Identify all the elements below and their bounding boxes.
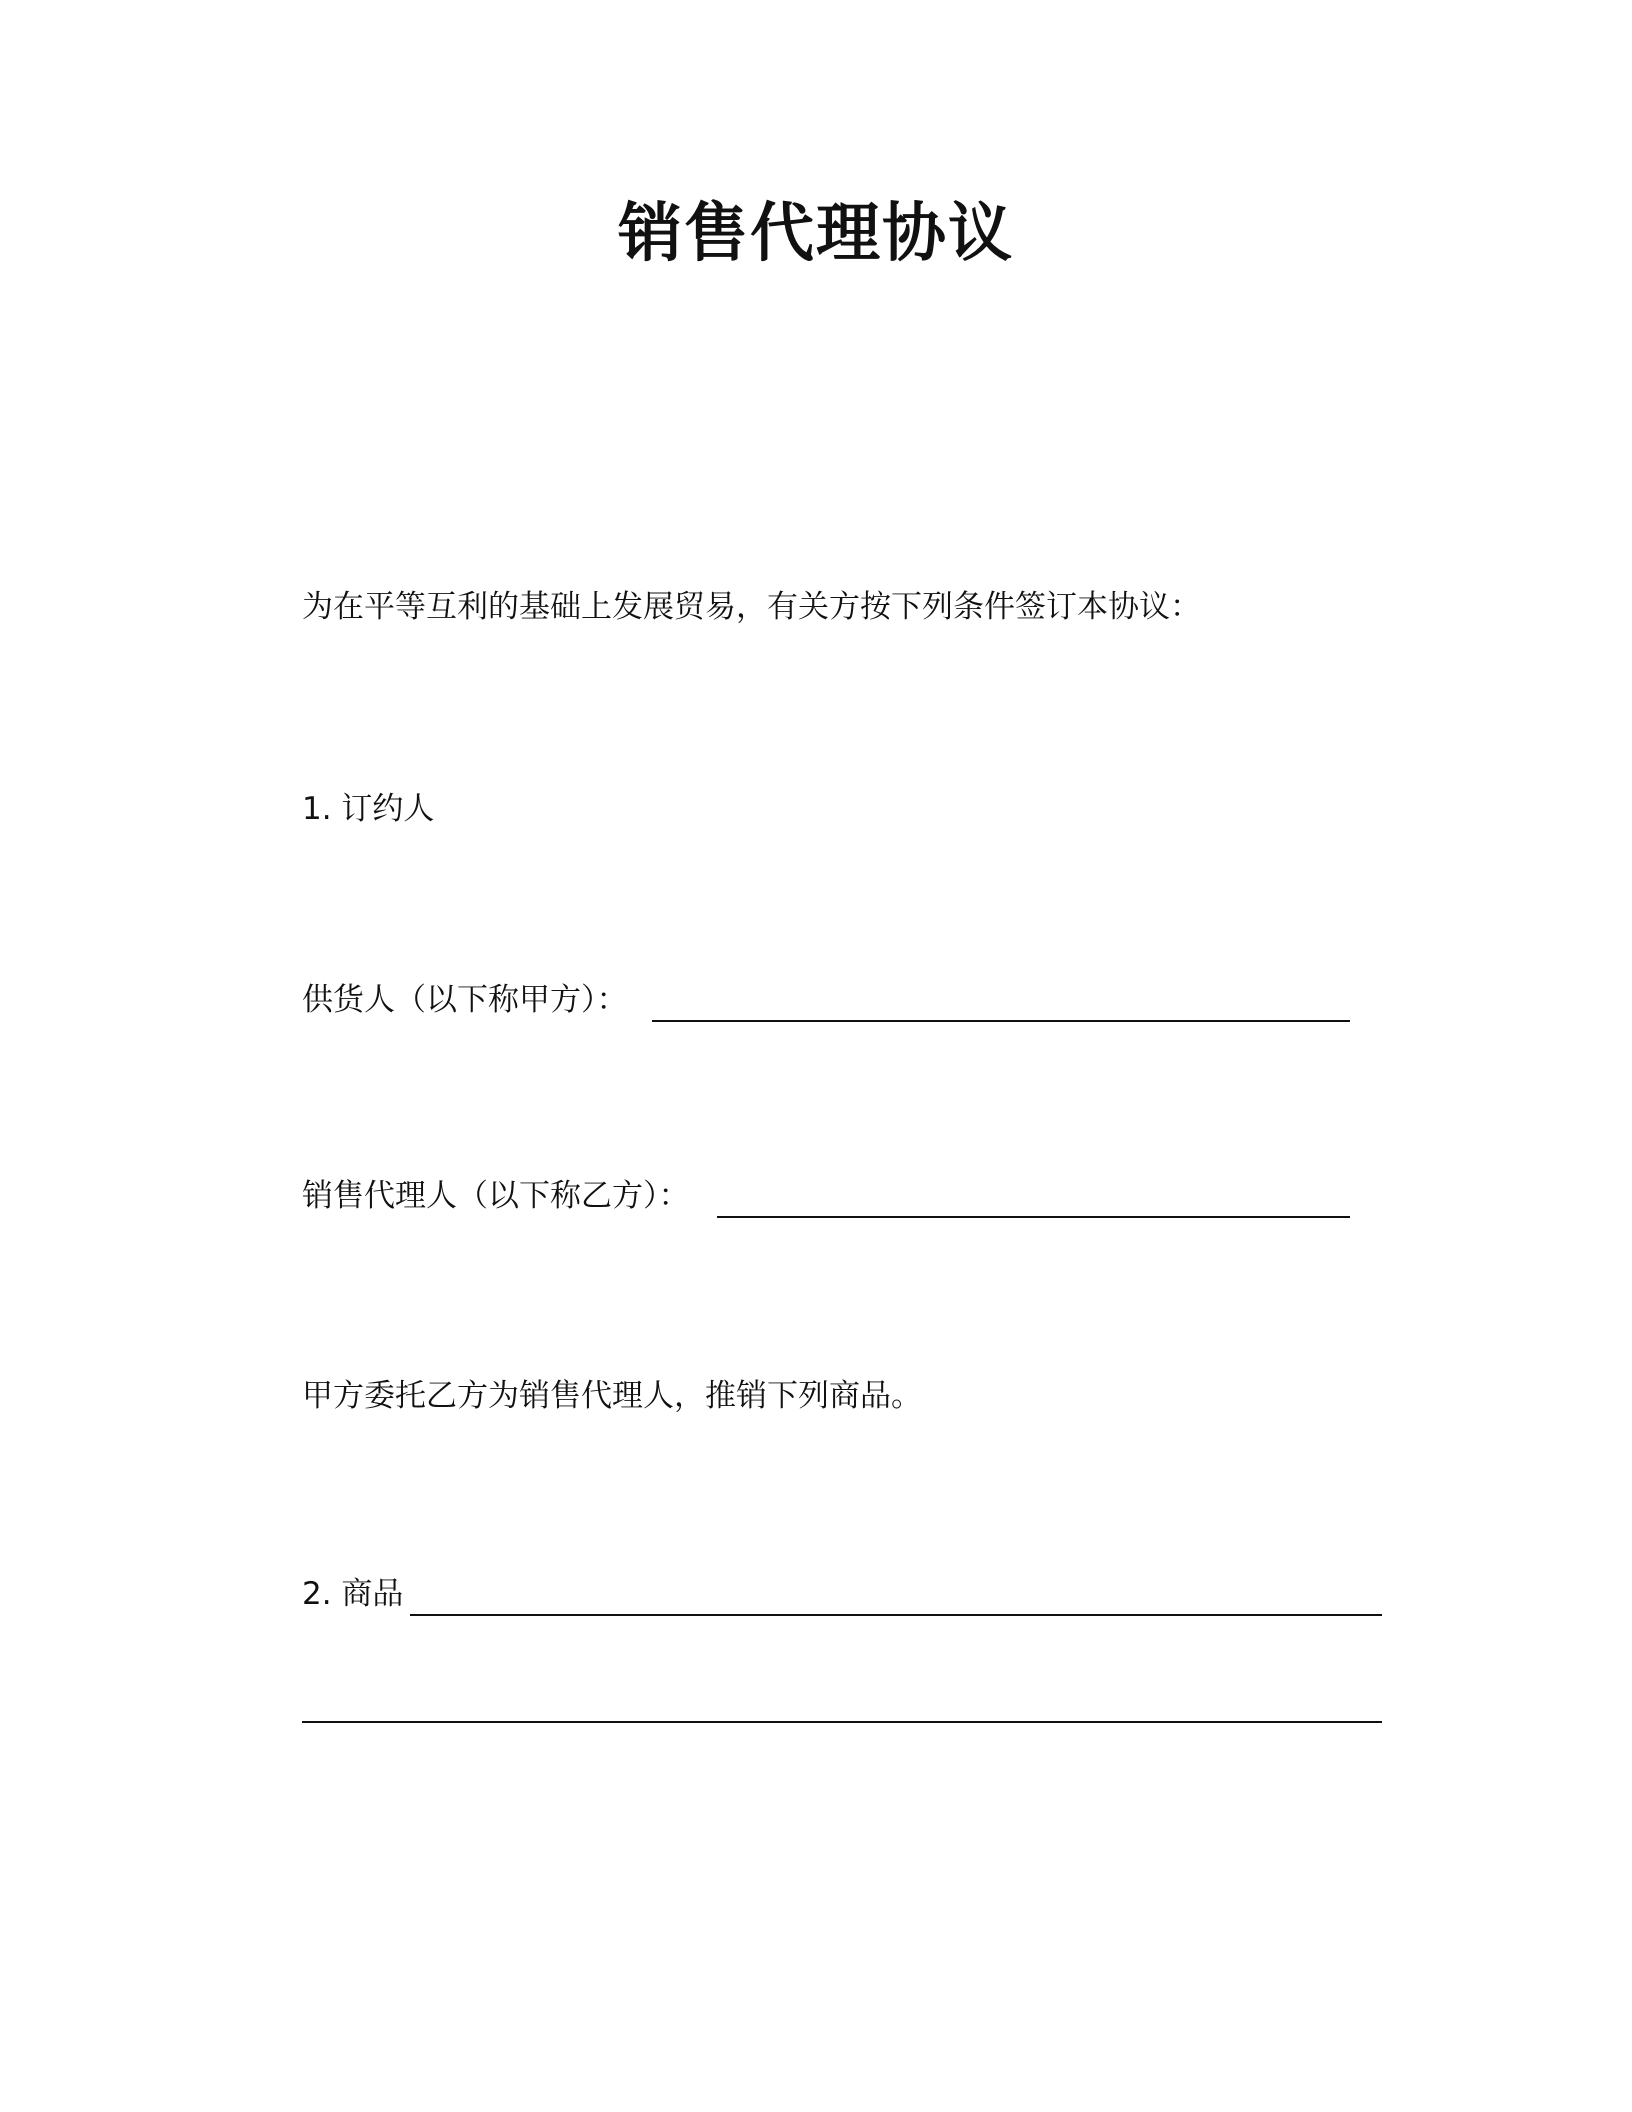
agent-name-blank[interactable] [717, 1216, 1350, 1218]
document-title: 销售代理协议 [618, 197, 1014, 271]
section-2-heading: 2. 商品 [302, 1576, 404, 1612]
goods-blank-line-2[interactable] [302, 1721, 1382, 1723]
section-1-heading: 1. 订约人 [302, 791, 435, 827]
goods-blank-line-1[interactable] [410, 1614, 1382, 1616]
supplier-name-blank[interactable] [652, 1020, 1350, 1022]
supplier-label: 供货人（以下称甲方）： [302, 982, 628, 1018]
intro-paragraph: 为在平等互利的基础上发展贸易，有关方按下列条件签订本协议： [302, 589, 1201, 625]
agent-label: 销售代理人（以下称乙方）： [302, 1178, 690, 1214]
entrust-statement: 甲方委托乙方为销售代理人，推销下列商品。 [302, 1378, 922, 1414]
